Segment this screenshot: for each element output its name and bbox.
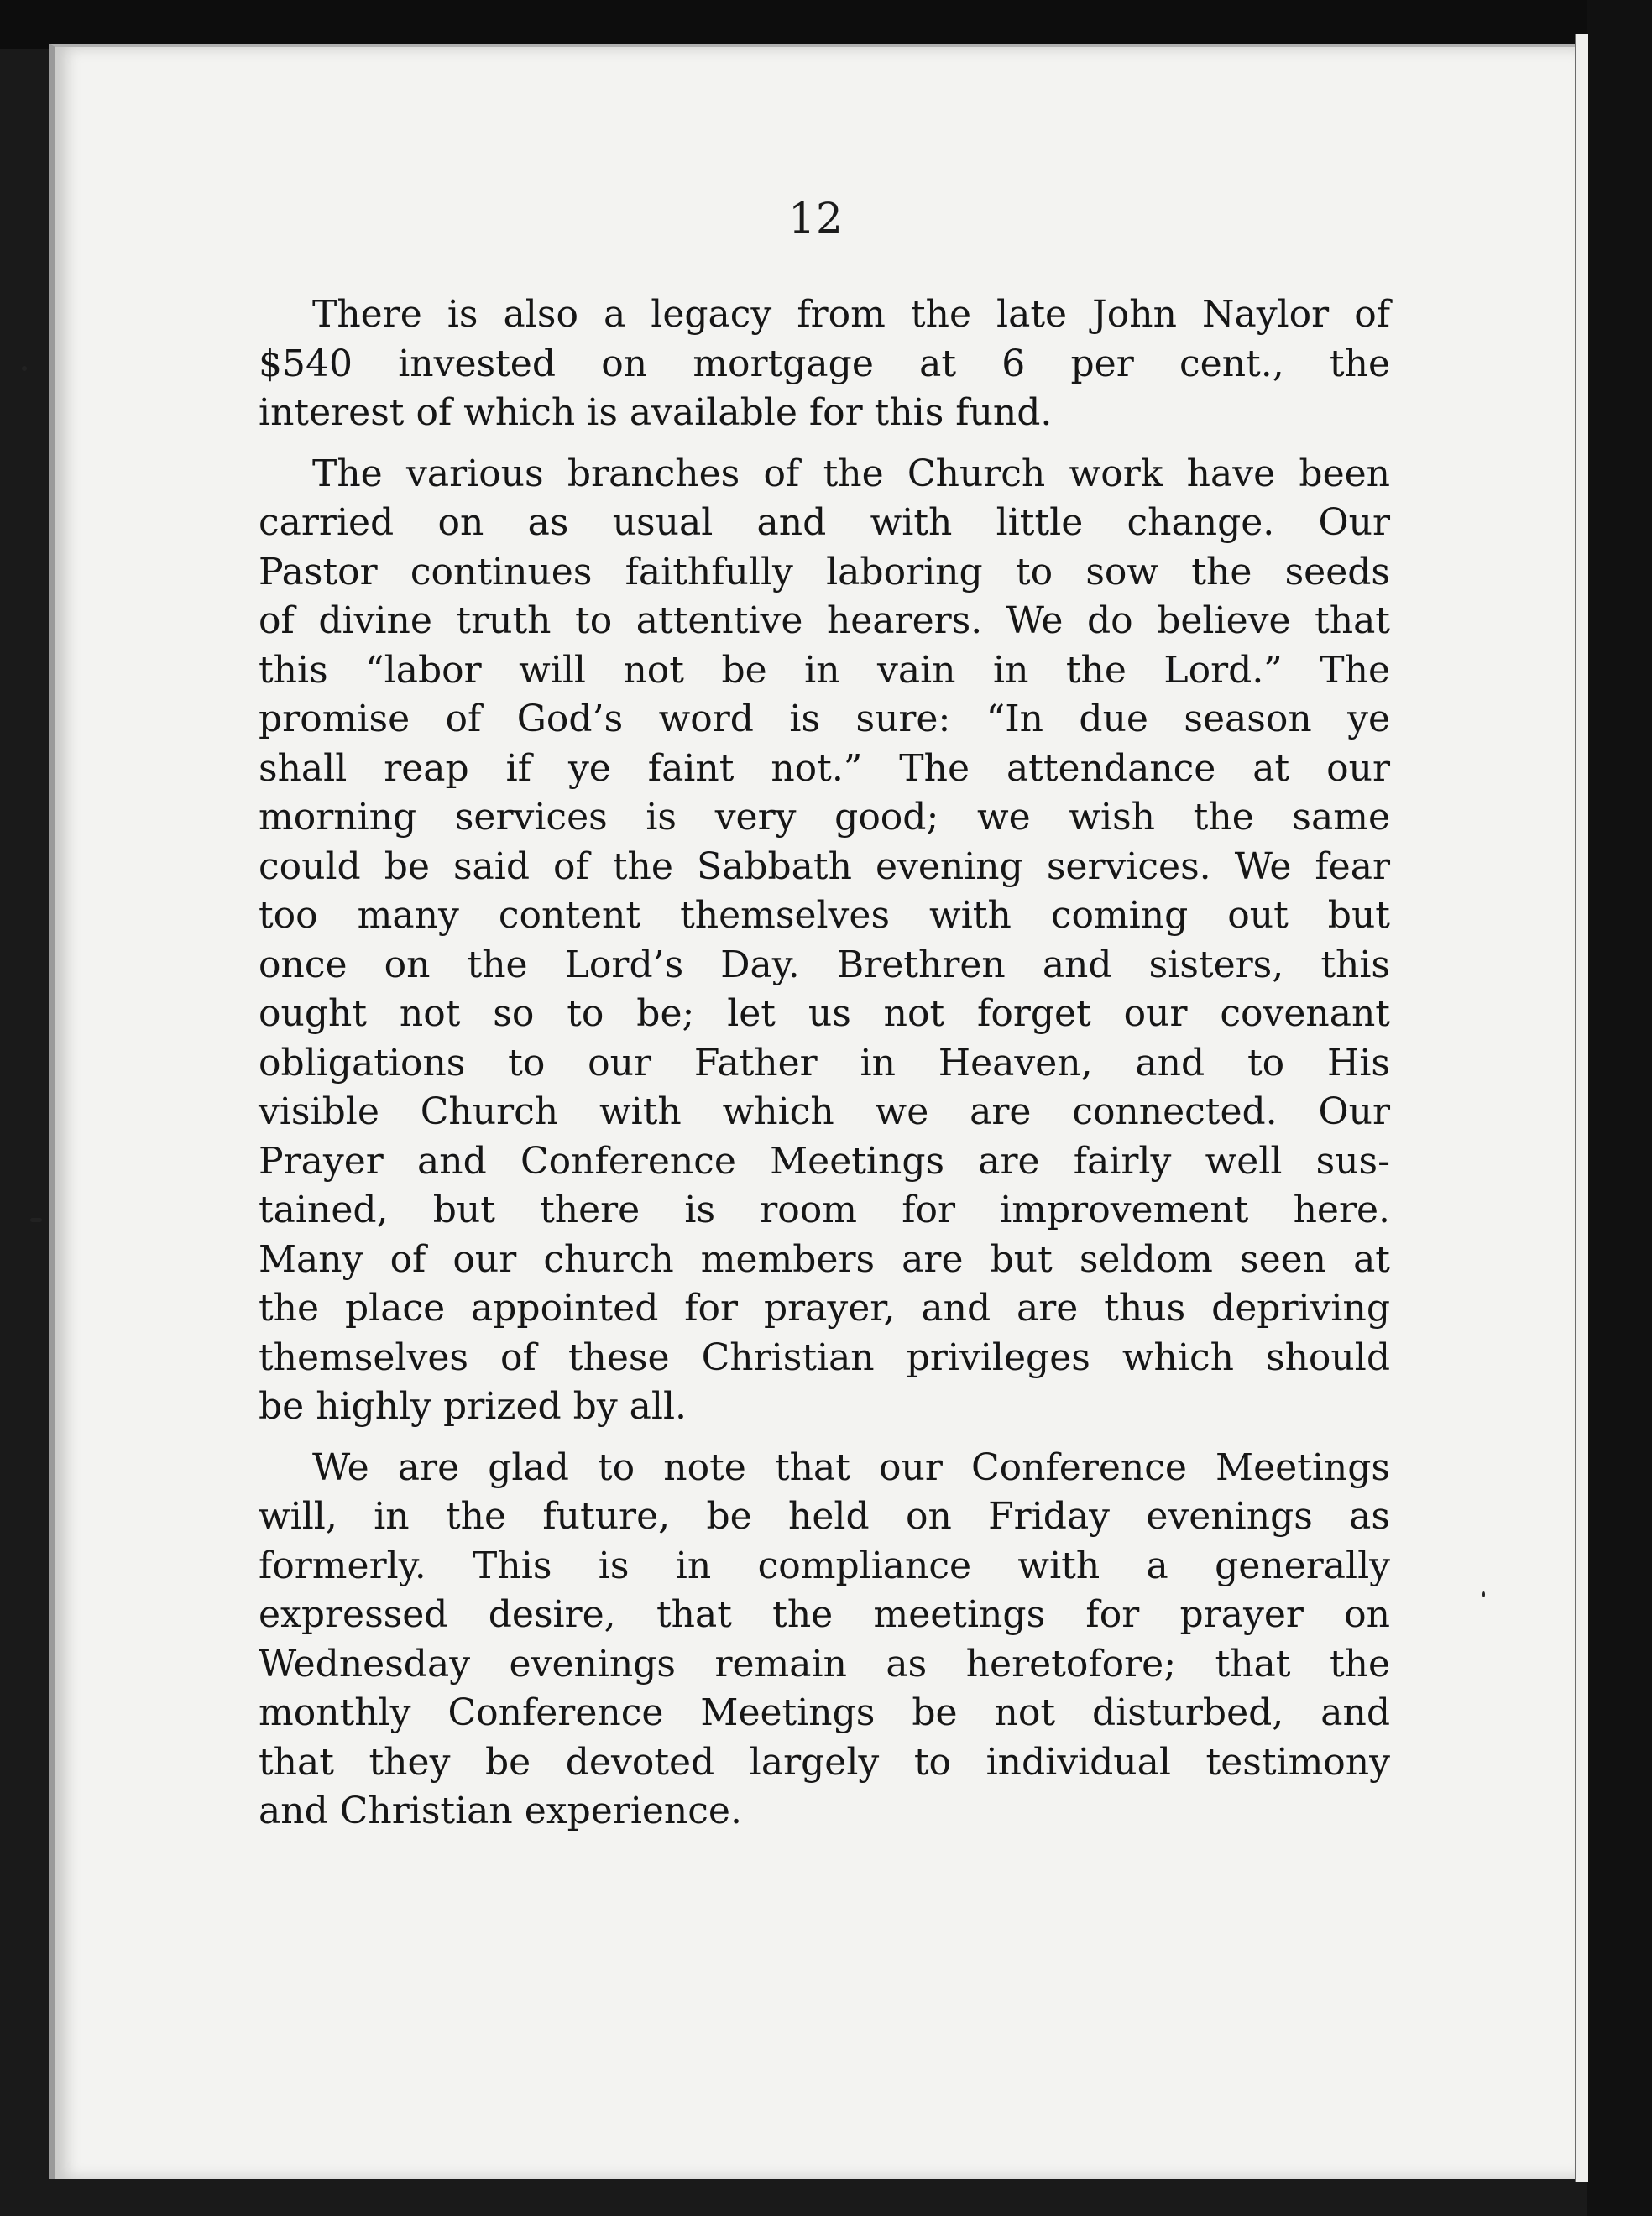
paragraph-2-line-2: carried on as usual and with little change. Our: [259, 501, 1390, 544]
paragraph-2-line-19: themselves of these Christian privileges which should: [259, 1335, 1390, 1379]
paragraph-gap: [259, 1432, 1390, 1444]
paragraph-3-line-6: monthly Conference Meetings be not disturbed, and: [259, 1691, 1390, 1734]
page-number: 12: [788, 194, 844, 243]
scan-speck: [1482, 1591, 1485, 1597]
paragraph-2-line-20: be highly prized by all.: [259, 1385, 687, 1428]
paragraph-2-line-4: of divine truth to attentive hearers. We do believe that: [259, 599, 1390, 642]
paragraph-3-line-4: expressed desire, that the meetings for prayer on: [259, 1593, 1390, 1636]
paragraph-2-line-14: visible Church with which we are connected. Our: [259, 1090, 1390, 1133]
scan-speck: [30, 1218, 42, 1222]
adjacent-page-edge: [1575, 34, 1588, 2182]
paragraph-2-line-10: too many content themselves with coming out but: [259, 894, 1390, 937]
paragraph-2-line-12: ought not so to be; let us not forget our covenant: [259, 992, 1390, 1035]
paragraph-1-line-1: There is also a legacy from the late John Naylor of: [312, 293, 1390, 336]
paragraph-2-line-5: this “labor will not be in vain in the Lord.” The: [259, 648, 1390, 692]
paragraph-3-line-8: and Christian experience.: [259, 1790, 742, 1832]
paragraph-2-line-16: tained, but there is room for improvement here.: [259, 1189, 1390, 1231]
paragraph-2-line-15: Prayer and Conference Meetings are fairly well sus-: [259, 1139, 1390, 1183]
paragraph-3-line-1: We are glad to note that our Conference Meetings: [312, 1445, 1390, 1489]
body-text: [259, 290, 1390, 1837]
paragraph-2-line-8: morning services is very good; we wish the same: [259, 796, 1390, 839]
paragraph-3-line-5: Wednesday evenings remain as heretofore; that the: [259, 1642, 1390, 1686]
paragraph-2-line-6: promise of God’s word is sure: “In due season ye: [259, 698, 1390, 740]
paragraph-2-line-3: Pastor continues faithfully laboring to sow the seeds: [259, 550, 1390, 593]
paragraph-2-line-9: could be said of the Sabbath evening services. We fear: [259, 844, 1390, 888]
paragraph-2-line-13: obligations to our Father in Heaven, and to His: [259, 1041, 1390, 1084]
scan-backdrop-right: [1587, 0, 1652, 2216]
paragraph-3-line-7: that they be devoted largely to individual testimony: [259, 1740, 1390, 1784]
scan-speck: [22, 366, 27, 371]
paragraph-2-line-17: Many of our church members are but seldom seen at: [259, 1237, 1390, 1281]
paragraph-1-line-2: $540 invested on mortgage at 6 per cent., the: [259, 342, 1390, 385]
paragraph-2-line-18: the place appointed for prayer, and are thus depriving: [259, 1287, 1390, 1330]
paragraph-2-line-7: shall reap if ye faint not.” The attendance at our: [259, 746, 1390, 790]
paragraph-3-line-3: formerly. This is in compliance with a generally: [259, 1544, 1390, 1587]
paragraph-2-line-11: once on the Lord’s Day. Brethren and sisters, this: [259, 943, 1390, 986]
paragraph-2-line-1: The various branches of the Church work have been: [312, 452, 1390, 495]
book-page: [49, 44, 1576, 2179]
scan-backdrop-top: [0, 0, 1652, 49]
paragraph-1-line-3: interest of which is available for this fund.: [259, 391, 1053, 434]
paragraph-3-line-2: will, in the future, be held on Friday evenings as: [259, 1495, 1390, 1538]
paragraph-gap: [259, 438, 1390, 450]
